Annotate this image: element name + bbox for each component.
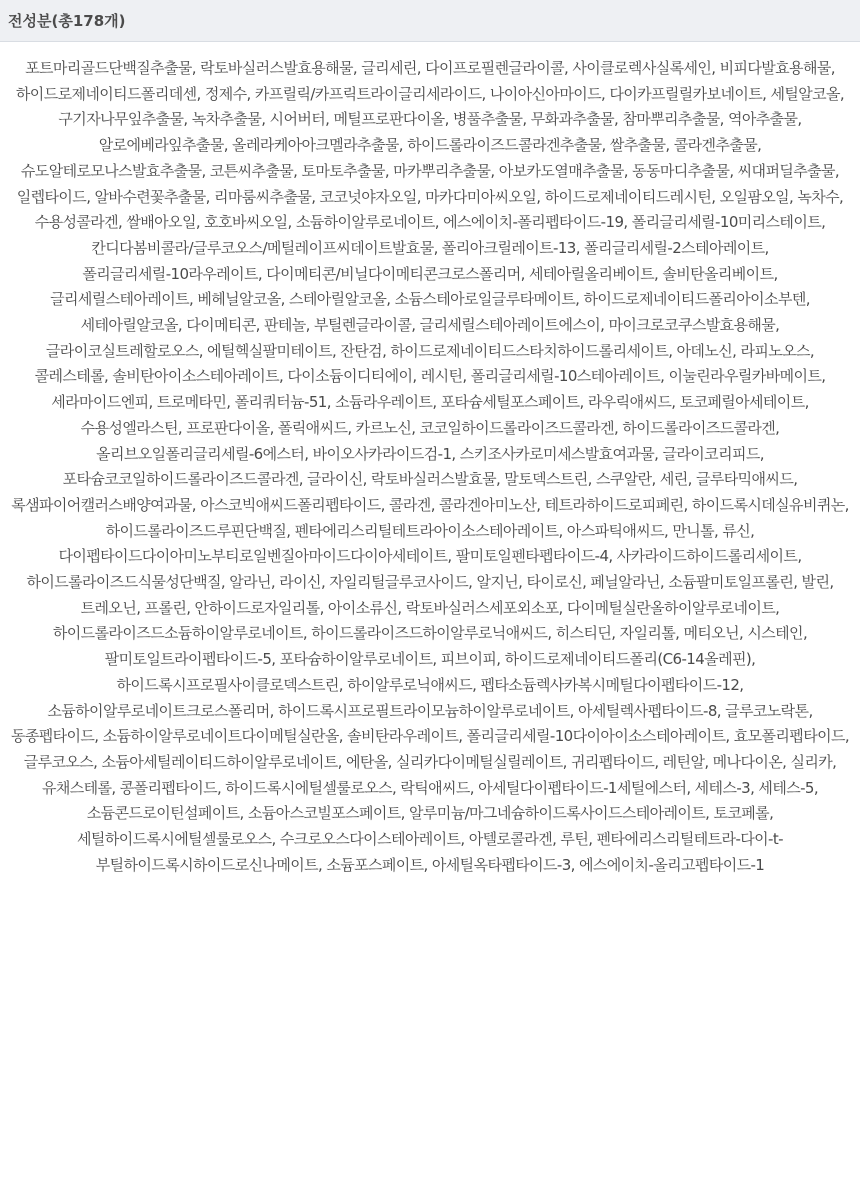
ingredients-panel: [0, 42, 860, 1180]
ingredients-header: [0, 0, 860, 42]
ingredients-title: 전성분(총178개): [8, 12, 126, 30]
ingredients-list-text: 포트마리골드단백질추출물, 락토바실러스발효용해물, 글리세린, 다이프로필렌글라이콜, 사이클로렉사실록세인, 비피다발효용해물, 하이드로제네이티드폴리데센, 정제수, 카프릴릭/카프릭트라이글리세라이드, 나이아신아마이드, 다이카프릴릴카보네이트, 세틸알코올, 구기자나무잎추출물, 녹차추출물, 시어버터, 메틸프로판다이올, 병풀추출물, 무화과추출물, 참마뿌리추출물, 역아추출물, 알로에베라잎추출물, 올레라케아아크멜라추출물, 하이드롤라이즈드콜라겐추출물, 쌀추출물, 콜라겐추출물, 슈도알테로모나스발효추출물, 코튼씨추출물, 토마토추출물, 마카뿌리추출물, 아보카도열매추출물, 동동마디추출물, 씨대퍼딜추출물, 일렙타이드, 알바수련꽃추출물, 리마룸씨추출물, 코코넛야자오일, 마카다미아씨오일, 하이드로제네이티드레시틴, 오일팜오일, 녹차수, 수용성콜라겐, 쌀배아오일, 호호바씨오일, 소듐하이알루로네이트, 에스에이치-폴리펩타이드-19, 폴리글리세릴-10미리스테이트, 칸디다봄비콜라/글루코오스/메틸레이프씨데이트발효물, 폴리아크릴레이트-13, 폴리글리세릴-2스테아레이트, 폴리글리세릴-10라우레이트, 다이메티콘/비닐다이메티콘크로스폴리머, 세테아릴올리베이트, 솔비탄올리베이트, 글리세릴스테아레이트, 베헤닐알코올, 스테아릴알코올, 소듐스테아로일글루타메이트, 하이드로제네이티드폴리아이소부텐, 세테아릴알코올, 다이메티콘, 판테놀, 부틸렌글라이콜, 글리세릴스테아레이트에스이, 마이크로코쿠스발효용해물, 글라이코실트레할로오스, 에틸헥실팔미테이트, 잔탄검, 하이드로제네이티드스타치하이드롤리세이트, 아데노신, 라피노오스, 콜레스테롤, 솔비탄아이소스테아레이트, 다이소듐이디티에이, 레시틴, 폴리글리세릴-10스테아레이트, 이눌린라우릴카바메이트, 세라마이드엔피, 트로메타민, 폴리쿼터늄-51, 소듐라우레이트, 포타슘세틸포스페이트, 라우릭애씨드, 토코페릴아세테이트, 수용성엘라스틴, 프로판다이올, 폴릭애씨드, 카르노신, 코코일하이드롤라이즈드콜라겐, 하이드롤라이즈드콜라겐, 올리브오일폴리글리세릴-6에스터, 바이오사카라이드검-1, 스키조사카로미세스발효여과물, 글라이코리피드, 포타슘코코일하이드롤라이즈드콜라겐, 글라이신, 락토바실러스발효물, 말토덱스트린, 스쿠알란, 세린, 글루타믹애씨드, 록샘파이어캘러스배양여과물, 아스코빅애씨드폴리펩타이드, 콜라겐, 콜라겐아미노산, 테트라하이드로피페린, 하이드록시데실유비퀴논, 하이드롤라이즈드루핀단백질, 펜타에리스리틸테트라아이소스테아레이트, 아스파틱애씨드, 만니톨, 류신, 다이펩타이드다이아미노부티로일벤질아마이드다이아세테이트, 팔미토일펜타펩타이드-4, 사카라이드하이드롤리세이트, 하이드롤라이즈드식물성단백질, 알라닌, 라이신, 자일리틸글루코사이드, 알지닌, 타이로신, 페닐알라닌, 소듐팔미토일프롤린, 발린, 트레오닌, 프롤린, 안하이드로자일리톨, 아이소류신, 락토바실러스세포외소포, 다이메틸실란올하이알루로네이트, 하이드롤라이즈드소듐하이알루로네이트, 하이드롤라이즈드하이알루로닉애씨드, 히스티딘, 자일리톨, 메티오닌, 시스테인, 팔미토일트라이펩타이드-5, 포타슘하이알루로네이트, 피브이피, 하이드로제네이티드폴리(C6-14올레핀), 하이드록시프로필사이클로덱스트린, 하이알루로닉애씨드, 펩타소듐렉사카복시메틸다이펩타이드-12, 소듐하이알루로네이트크로스폴리머, 하이드록시프로필트라이모늄하이알루로네이트, 아세틸렉사펩타이드-8, 글루코노락톤, 동종펩타이드, 소듐하이알루로네이트다이메틸실란올, 솔비탄라우레이트, 폴리글리세릴-10다이아이소스테아레이트, 효모폴리펩타이드, 글루코오스, 소듐아세틸레이티드하이알루로네이트, 에탄올, 실리카다이메틸실릴레이트, 귀리펩타이드, 레틴알, 메나다이온, 실리카, 유채스테롤, 콩폴리펩타이드, 하이드록시에틸셀룰로오스, 락틱애씨드, 아세틸다이펩타이드-1세틸에스터, 세테스-3, 세테스-5, 소듐콘드로이틴설페이트, 소듐아스코빌포스페이트, 알루미늄/마그네슘하이드록사이드스테아레이트, 토코페롤, 세틸하이드록시에틸셀룰로오스, 수크로오스다이스테아레이트, 아텔로콜라겐, 루틴, 펜타에리스리틸테트라-다이-t-부틸하이드록시하이드로신나메이트, 소듐포스페이트, 아세틸옥타펩타이드-3, 에스에이치-올리고펩타이드-1: [10, 59, 850, 874]
